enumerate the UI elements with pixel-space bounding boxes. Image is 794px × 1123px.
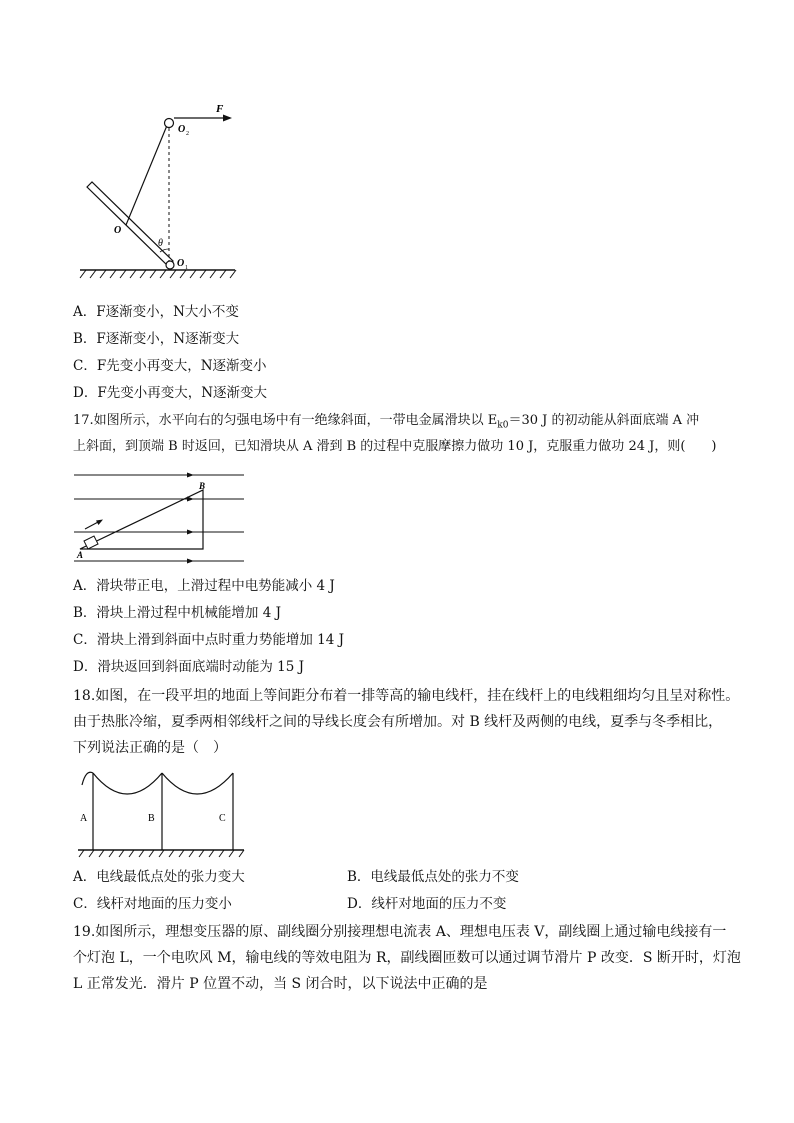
q16-option-a: A．F逐渐变小，N大小不变	[73, 304, 239, 320]
wire-ab	[93, 773, 162, 794]
force-arrowhead	[223, 115, 232, 122]
wire-bc	[162, 773, 233, 794]
label-theta: θ	[158, 238, 163, 249]
field-lines	[74, 475, 244, 561]
q17-stem-line1: 17.如图所示，水平向右的匀强电场中有一绝缘斜面，一带电金属滑块以 $E_{k0}=30$ J 的初动能从斜面底端 A 冲	[73, 413, 700, 431]
label-C: C	[219, 813, 226, 824]
hinge-o1	[166, 261, 174, 269]
rod	[87, 182, 173, 266]
q19-line1: 19.如图所示，理想变压器的原、副线圈分别接理想电流表 A、理想电压表 V，副线圈上通过输电线接有一	[73, 924, 727, 940]
field-arrowheads	[187, 473, 194, 564]
q16-option-c: C．F先变小再变大，N逐渐变小	[73, 358, 267, 374]
q18-stem-line1: 18.如图，在一段平坦的地面上等间距分布着一排等高的输电线杆，挂在线杆上的电线粗细均匀且呈对称性。	[73, 688, 740, 704]
slider-block	[84, 536, 98, 549]
label-A: A	[77, 550, 84, 560]
label-F: F	[216, 103, 224, 115]
label-A: A	[80, 813, 88, 824]
label-O1-sub: 1	[185, 265, 188, 271]
label-B: B	[148, 813, 155, 824]
q18-stem-line3: 下列说法正确的是（ ）	[73, 740, 227, 756]
q17-stem-line2: 上斜面，到顶端 B 时返回，已知滑块从 A 滑到 B 的过程中克服摩擦力做功 10 J，克服重力做功 24 J，则( )	[73, 439, 717, 454]
q16-option-b: B．F逐渐变小，N逐渐变大	[73, 331, 240, 347]
q16-option-d: D．F先变小再变大，N逐渐变大	[73, 385, 268, 401]
label-O2-sub: 2	[186, 131, 189, 137]
q17-figure	[72, 465, 247, 565]
velocity-arrowhead	[96, 520, 103, 526]
q18-option-b: B．电线最低点处的张力不变	[347, 869, 519, 885]
q17-option-a: A．滑块带正电，上滑过程中电势能减小 4 J	[73, 578, 335, 594]
ground-hatch	[79, 850, 244, 857]
q18-figure	[74, 765, 249, 860]
q18-option-d: D．线杆对地面的压力不变	[347, 896, 507, 912]
q16-figure	[70, 95, 245, 285]
q19-line2: 个灯泡 L，一个电吹风 M，输电线的等效电阻为 R，副线圈匝数可以通过调节滑片 P 改变．S 断开时，灯泡	[73, 950, 741, 966]
q18-option-c: C．线杆对地面的压力变小	[73, 896, 232, 912]
label-O1: O	[177, 258, 185, 269]
wire-left-stub	[82, 772, 93, 785]
q17-option-c: C．滑块上滑到斜面中点时重力势能增加 14 J	[73, 632, 345, 648]
label-B: B	[199, 481, 206, 491]
ground-hatch	[80, 270, 236, 278]
label-O2: O	[178, 124, 186, 135]
q18-stem-line2: 由于热胀冷缩，夏季两相邻线杆之间的导线长度会有所增加。对 B 线杆及两侧的电线，夏季与冬季相比，	[73, 714, 723, 730]
pulley-o2	[165, 119, 174, 128]
q17-option-d: D．滑块返回到斜面底端时动能为 15 J	[73, 659, 304, 675]
label-O: O	[114, 225, 122, 236]
q19-line3: L 正常发光．滑片 P 位置不动，当 S 闭合时，以下说法中正确的是	[73, 976, 488, 992]
rope	[126, 123, 168, 225]
q17-option-b: B．滑块上滑过程中机械能增加 4 J	[73, 605, 282, 621]
q18-option-a: A．电线最低点处的张力变大	[73, 869, 245, 885]
